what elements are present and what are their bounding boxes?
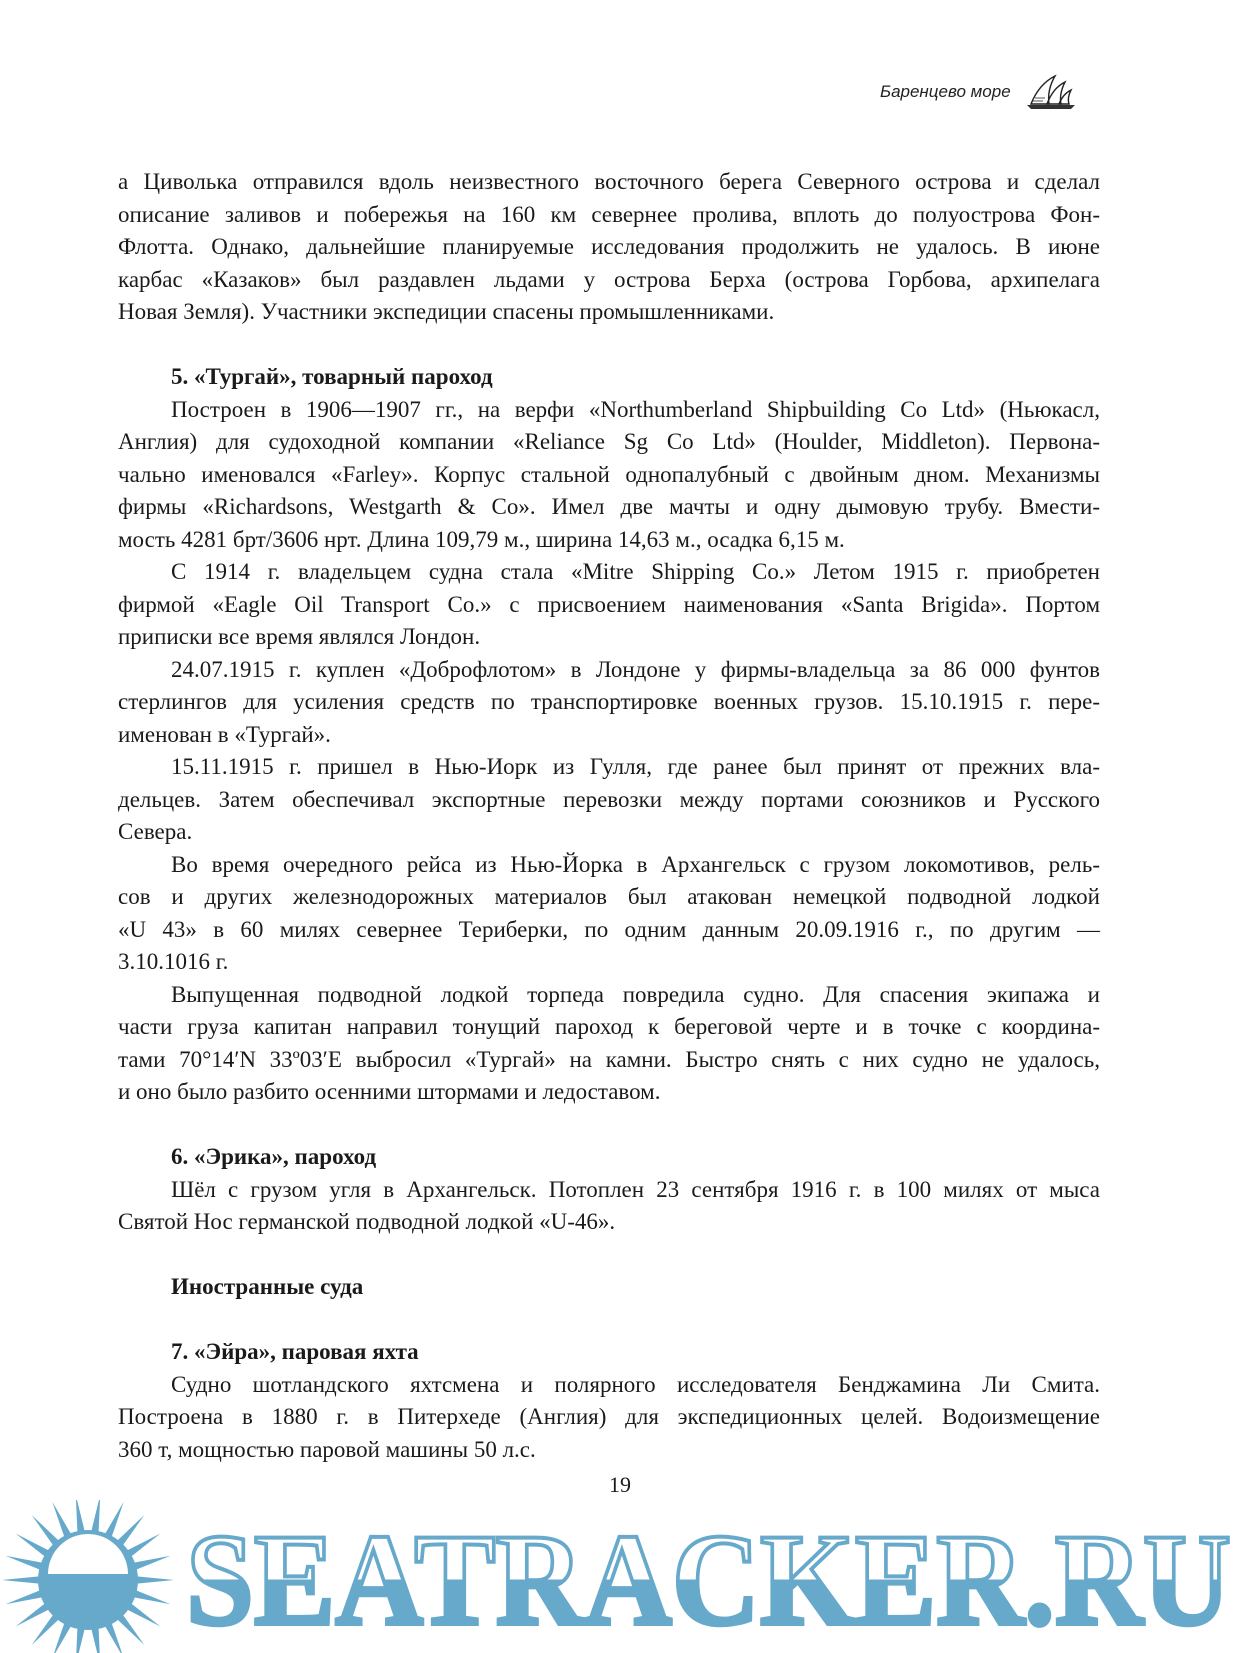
text-line: дельцев. Затем обеспечивал экспортные перевозки между портами союзников и Русского xyxy=(118,786,1100,812)
text-line: «U 43» в 60 милях севернее Териберки, по одним данным 20.09.1916 г., по другим — xyxy=(118,916,1100,942)
section-heading: Иностранные суда xyxy=(171,1274,364,1299)
paragraph xyxy=(118,394,1100,557)
page-number: 19 xyxy=(609,1472,631,1497)
text-line: С 1914 г. владельцем судна стала «Mitre Shipping Co.» Летом 1915 г. приобретен xyxy=(171,559,1100,584)
paragraph xyxy=(118,849,1100,979)
text-line: и оно было разбито осенними штормами и ледоставом. xyxy=(118,1079,661,1104)
text-line: карбас «Казаков» был раздавлен льдами у острова Берха (острова Горбова, архипелага xyxy=(118,266,1100,292)
text-line: а Циволька отправился вдоль неизвестного восточного берега Северного острова и сделал xyxy=(118,169,1100,194)
text-line: чально именовался «Farley». Корпус стальной однопалубный с двойным дном. Механизмы xyxy=(118,461,1100,487)
text-line: Святой Нос германской подводной лодкой «U-46». xyxy=(118,1209,616,1234)
text-line: описание заливов и побережья на 160 км севернее пролива, вплоть до полуострова Фон- xyxy=(118,201,1100,227)
text-line: фирмой «Eagle Oil Transport Co.» с присвоением наименования «Santa Brigida». Портом xyxy=(118,591,1100,617)
text-line: Судно шотландского яхтсмена и полярного исследователя Бенджамина Ли Смита. xyxy=(171,1371,1100,1397)
paragraph xyxy=(118,166,1100,329)
text-line: Флотта. Однако, дальнейшие планируемые исследования продолжить не удалось. В июне xyxy=(118,234,1100,259)
text-line: Во время очередного рейса из Нью-Йорка в Архангельск с грузом локомотивов, рель- xyxy=(171,851,1100,877)
paragraph xyxy=(118,979,1100,1109)
text-line: Выпущенная подводной лодкой торпеда повредила судно. Для спасения экипажа и xyxy=(171,981,1100,1007)
text-line: 24.07.1915 г. куплен «Доброфлотом» в Лондоне у фирмы-владельца за 86 000 фунтов xyxy=(171,656,1100,682)
text-line: 3.10.1016 г. xyxy=(118,949,229,974)
text-line: приписки все время являлся Лондон. xyxy=(118,624,481,649)
text-line: фирмы «Richardsons, Westgarth & Co». Имел две мачты и одну дымовую трубу. Вмести- xyxy=(118,494,1100,519)
text-line: Севера. xyxy=(118,819,193,844)
text-line: Построена в 1880 г. в Питерхеде (Англия) для экспедиционных целей. Водоизмещение xyxy=(118,1404,1100,1429)
text-line: Шёл с грузом угля в Архангельск. Потоплен 23 сентября 1916 г. в 100 милях от мыса xyxy=(171,1176,1100,1202)
section-heading: 5. «Тургай», товарный пароход xyxy=(171,364,493,389)
text-line: 15.11.1915 г. пришел в Нью-Иорк из Гулля, где ранее был принят от прежних вла- xyxy=(171,754,1100,779)
text-line: 360 т, мощностью паровой машины 50 л.с. xyxy=(118,1436,536,1462)
watermark-text: SEATRACKER.RU xyxy=(186,1506,1231,1653)
text-line: Построен в 1906—1907 гг., на верфи «Northumberland Shipbuilding Co Ltd» (Ньюкасл, xyxy=(171,396,1100,422)
text-line: стерлингов для усиления средств по транспортировке военных грузов. 15.10.1915 г. пере- xyxy=(118,689,1100,714)
paragraph xyxy=(118,654,1100,752)
paragraph xyxy=(118,1174,1100,1239)
sailing-ship-icon xyxy=(1025,74,1077,110)
text-line: Англия) для судоходной компании «Reliance Sg Co Ltd» (Houlder, Middleton). Первона- xyxy=(118,429,1100,454)
running-head xyxy=(880,74,1110,110)
seatracker-watermark xyxy=(0,1500,1240,1653)
section-heading: 6. «Эрика», пароход xyxy=(171,1144,377,1169)
text-line: Новая Земля). Участники экспедиции спасены промышленниками. xyxy=(118,299,775,324)
text-line: части груза капитан направил тонущий пароход к береговой черте и в точке с координа- xyxy=(118,1014,1100,1039)
page-body xyxy=(118,166,1100,1466)
paragraph xyxy=(118,1369,1100,1467)
sunburst-logo-icon xyxy=(2,1500,174,1653)
text-line: именован в «Тургай». xyxy=(118,721,331,747)
section-heading: 7. «Эйра», паровая яхта xyxy=(171,1339,419,1364)
text-line: тами 70°14′N 33º03′E выбросил «Тургай» на камни. Быстро снять с них судно не удалось, xyxy=(118,1046,1100,1072)
paragraph xyxy=(118,751,1100,849)
paragraph xyxy=(118,556,1100,654)
running-title: Баренцево море xyxy=(880,82,1011,101)
text-line: мость 4281 брт/3606 нрт. Длина 109,79 м., ширина 14,63 м., осадка 6,15 м. xyxy=(118,526,845,552)
text-line: сов и других железнодорожных материалов был атакован немецкой подводной лодкой xyxy=(118,884,1100,909)
